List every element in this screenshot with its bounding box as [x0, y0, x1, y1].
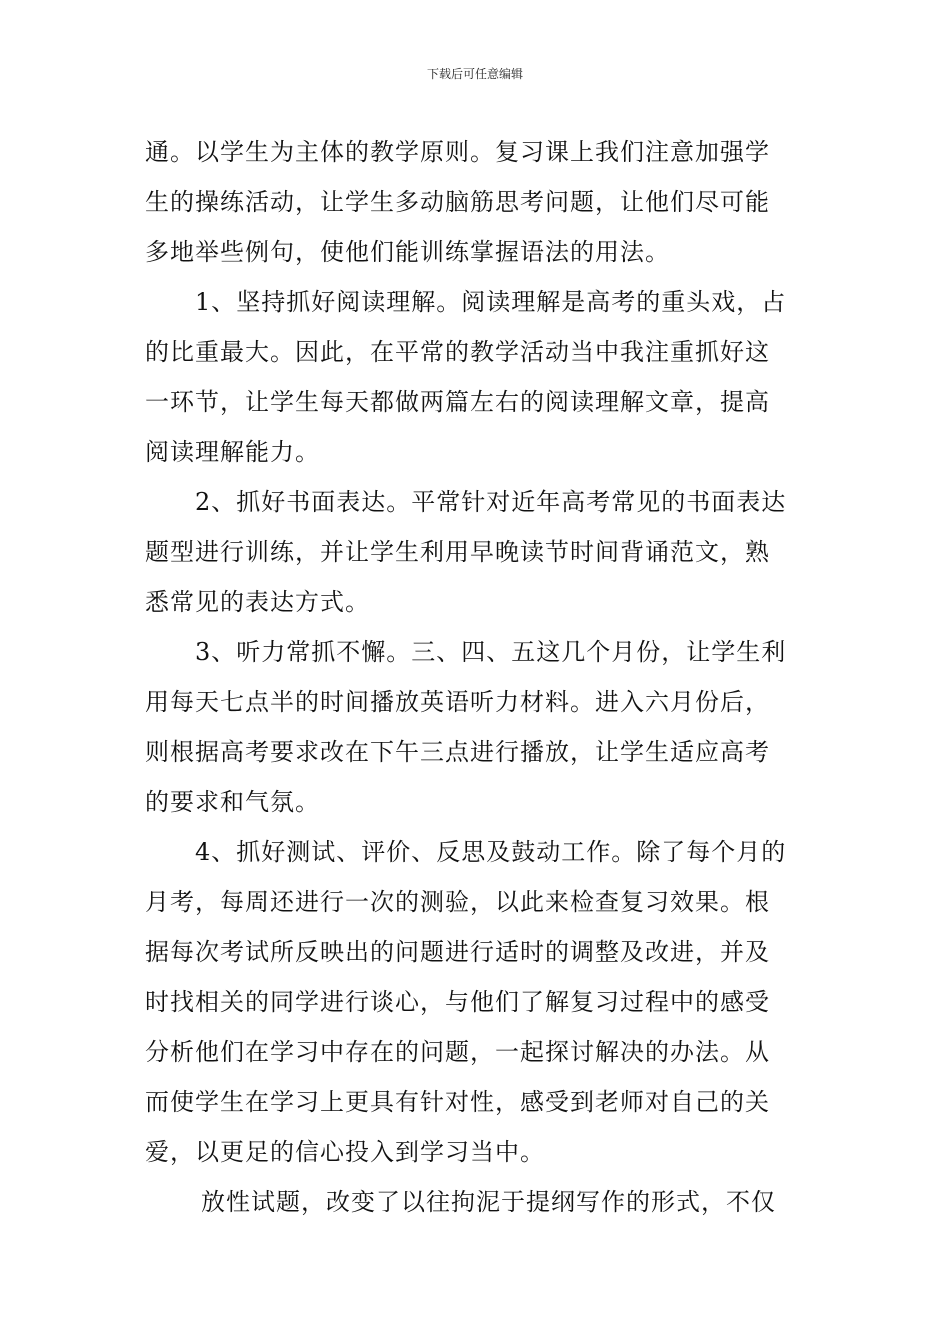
- text-line: 3、听力常抓不懈。三、四、五这几个月份，让学生利: [195, 638, 787, 666]
- text-line: 多地举些例句，使他们能训练掌握语法的用法。: [145, 238, 670, 266]
- text-line: 4、抓好测试、评价、反思及鼓动工作。除了每个月的: [195, 838, 787, 866]
- text-line: 悉常见的表达方式。: [145, 588, 370, 616]
- paragraph-intro: [145, 127, 809, 277]
- paragraph-listening: [145, 627, 809, 827]
- text-line: 时找相关的同学进行谈心，与他们了解复习过程中的感受: [145, 988, 770, 1016]
- text-line: 一环节，让学生每天都做两篇左右的阅读理解文章，提高: [145, 388, 770, 416]
- text-line: 而使学生在学习上更具有针对性，感受到老师对自己的关: [145, 1088, 770, 1116]
- text-line: 放性试题，改变了以往拘泥于提纲写作的形式，不仅: [201, 1188, 776, 1216]
- paragraph-testing: [145, 827, 809, 1177]
- text-line: 题型进行训练，并让学生利用早晚读节时间背诵范文，熟: [145, 538, 770, 566]
- paragraph-writing: [145, 477, 809, 627]
- text-line: 则根据高考要求改在下午三点进行播放，让学生适应高考: [145, 738, 770, 766]
- text-line: 生的操练活动，让学生多动脑筋思考问题，让他们尽可能: [145, 188, 770, 216]
- text-line: 的比重最大。因此，在平常的教学活动当中我注重抓好这: [145, 338, 770, 366]
- text-line: 月考，每周还进行一次的测验，以此来检查复习效果。根: [145, 888, 770, 916]
- text-line: 据每次考试所反映出的问题进行适时的调整及改进，并及: [145, 938, 770, 966]
- text-line: 通。以学生为主体的教学原则。复习课上我们注意加强学: [145, 138, 770, 166]
- text-line: 的要求和气氛。: [145, 788, 320, 816]
- text-line: 分析他们在学习中存在的问题，一起探讨解决的办法。从: [145, 1038, 770, 1066]
- page-header: 下载后可任意编辑: [426, 67, 523, 81]
- document-body: [145, 127, 809, 1227]
- text-line: 2、抓好书面表达。平常针对近年高考常见的书面表达: [195, 488, 787, 516]
- text-line: 阅读理解能力。: [145, 438, 320, 466]
- paragraph-reading: [145, 277, 809, 477]
- paragraph-continuation: [145, 1177, 809, 1227]
- text-line: 用每天七点半的时间播放英语听力材料。进入六月份后，: [145, 688, 770, 716]
- text-line: 爱，以更足的信心投入到学习当中。: [145, 1138, 545, 1166]
- text-line: 1、坚持抓好阅读理解。阅读理解是高考的重头戏，占: [195, 288, 787, 316]
